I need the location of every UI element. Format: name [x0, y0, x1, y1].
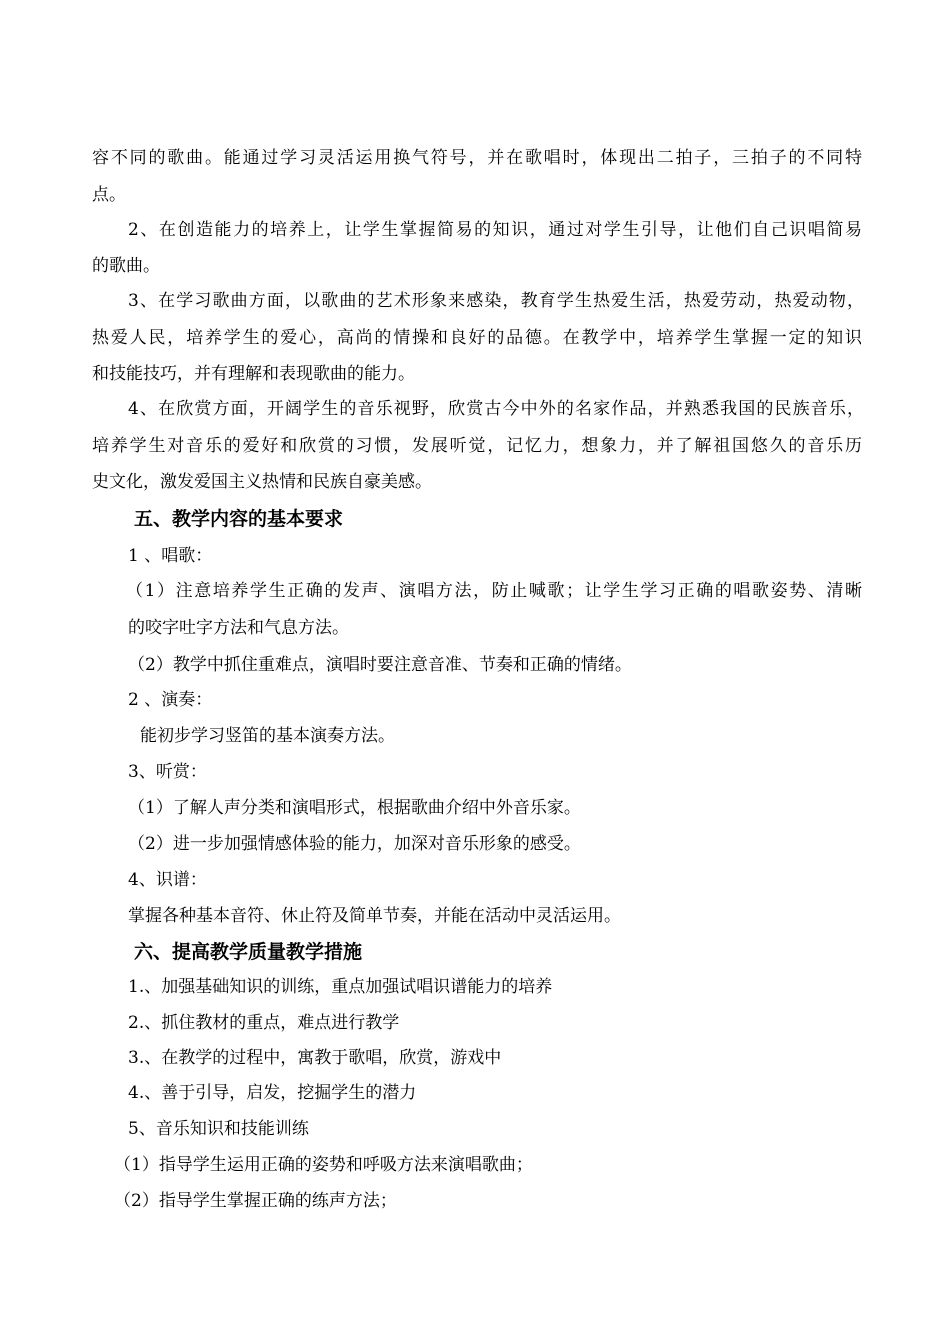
- paragraph-4-line-2: 培养学生对音乐的爱好和欣赏的习惯，发展听觉，记忆力，想象力，并了解祖国悠久的音乐历: [92, 436, 862, 456]
- section-5-item-3-title: 3、听赏：: [128, 762, 207, 782]
- section-5-item-2-text: 能初步学习竖笛的基本演奏方法。: [140, 726, 395, 746]
- paragraph-2-line-2: 的歌曲。: [92, 256, 160, 276]
- section-5-item-3-sub-1: （1）了解人声分类和演唱形式，根据歌曲介绍中外音乐家。: [128, 798, 581, 818]
- section-5-heading: 五、教学内容的基本要求: [134, 508, 344, 530]
- paragraph-4-line-3: 史文化，激发爱国主义热情和民族自豪美感。: [92, 472, 432, 492]
- measure-5: 5、音乐知识和技能训练: [128, 1119, 309, 1139]
- paragraph-4-line-1: 4、在欣赏方面，开阔学生的音乐视野，欣赏古今中外的名家作品，并熟悉我国的民族音乐，: [128, 399, 864, 419]
- section-5-item-1-sub-2: （2）教学中抓住重难点，演唱时要注意音准、节奏和正确的情绪。: [128, 655, 632, 675]
- section-5-item-4-title: 4、识谱：: [128, 870, 207, 890]
- measure-2: 2.、抓住教材的重点，难点进行教学: [128, 1013, 400, 1033]
- paragraph-1-line-1: 容不同的歌曲。能通过学习灵活运用换气符号，并在歌唱时，体现出二拍子，三拍子的不同特: [92, 148, 862, 168]
- paragraph-3-line-1: 3、在学习歌曲方面，以歌曲的艺术形象来感染，教育学生热爱生活，热爱劳动，热爱动物，: [128, 291, 864, 311]
- section-5-item-2-title: 2 、演奏：: [128, 690, 213, 710]
- section-5-item-3-sub-2: （2）进一步加强情感体验的能力，加深对音乐形象的感受。: [128, 834, 581, 854]
- section-5-item-4-text: 掌握各种基本音符、休止符及简单节奏，并能在活动中灵活运用。: [128, 906, 621, 926]
- section-5-item-1-title: 1 、唱歌：: [128, 546, 213, 566]
- measure-3: 3.、在教学的过程中，寓教于歌唱，欣赏，游戏中: [128, 1048, 502, 1068]
- paragraph-1-line-2: 点。: [92, 185, 126, 205]
- measure-1: 1.、加强基础知识的训练，重点加强试唱识谱能力的培养: [128, 977, 553, 997]
- measure-5-sub-2: （2）指导学生掌握正确的练声方法；: [114, 1191, 397, 1211]
- measure-5-sub-1: （1）指导学生运用正确的姿势和呼吸方法来演唱歌曲；: [114, 1155, 533, 1175]
- paragraph-2-line-1: 2、在创造能力的培养上，让学生掌握简易的知识，通过对学生引导，让他们自己识唱简易: [128, 220, 862, 240]
- section-5-item-1-sub-1-line-2: 的咬字吐字方法和气息方法。: [128, 618, 349, 638]
- section-5-item-1-sub-1-line-1: （1）注意培养学生正确的发声、演唱方法，防止喊歌；让学生学习正确的唱歌姿势、清晰: [126, 581, 862, 601]
- paragraph-3-line-2: 热爱人民，培养学生的爱心，高尚的情操和良好的品德。在教学中，培养学生掌握一定的知识: [92, 328, 862, 348]
- measure-4: 4.、善于引导，启发，挖掘学生的潜力: [128, 1083, 417, 1103]
- section-6-heading: 六、提高教学质量教学措施: [134, 941, 363, 963]
- paragraph-3-line-3: 和技能技巧，并有理解和表现歌曲的能力。: [92, 364, 415, 384]
